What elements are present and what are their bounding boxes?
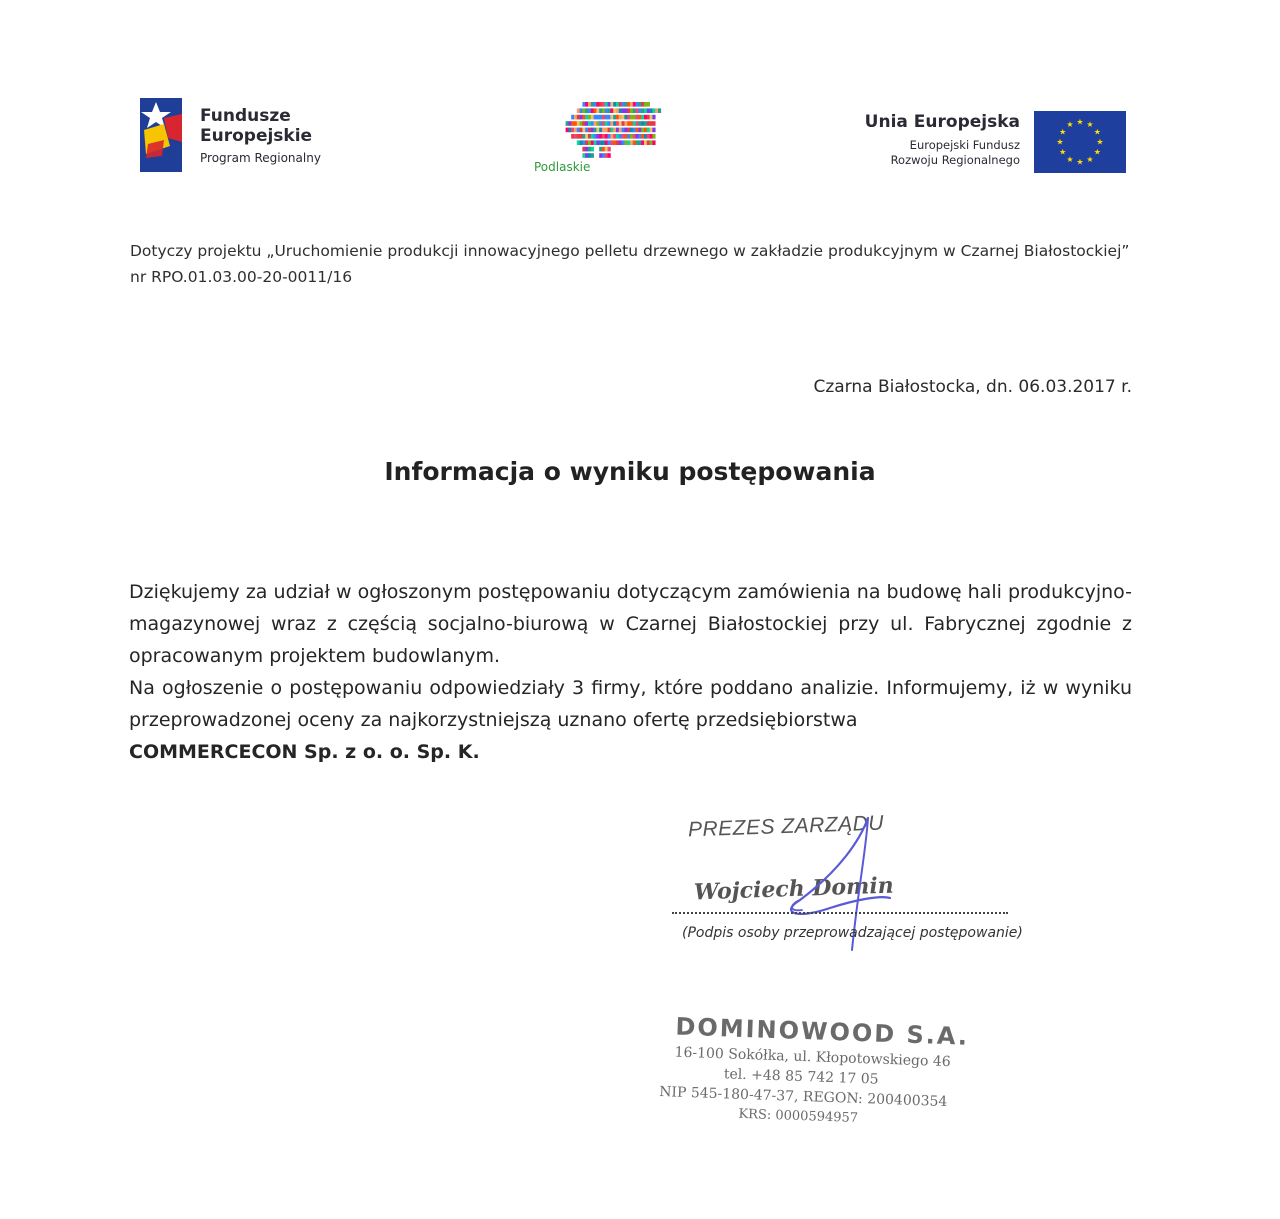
mosaic-tile [574,134,577,139]
mosaic-tile [638,140,641,145]
mosaic-tile [619,134,622,139]
mosaic-tile [622,134,625,139]
mosaic-tile [641,128,644,133]
mosaic-tile [610,140,613,145]
mosaic-tile [616,128,619,133]
mosaic-tile [652,134,655,139]
mosaic-tile [568,121,571,126]
mosaic-tile [605,102,608,107]
mosaic-tile [577,115,580,120]
mosaic-tile [616,134,619,139]
mosaic-tile [622,115,625,120]
signature-dotted-line [672,912,1008,914]
mosaic-tile [580,115,583,120]
mosaic-tile [647,134,650,139]
mosaic-tile [636,121,639,126]
mosaic-tile [636,102,639,107]
mosaic-tile [602,147,605,152]
mosaic-tile [622,121,625,126]
mosaic-tile [608,108,611,113]
mosaic-tile [636,115,639,120]
mosaic-tile [580,121,583,126]
eu-star-icon: ★ [1096,137,1104,147]
fundusze-line2: Europejskie [200,126,313,146]
eu-star-icon: ★ [1066,154,1074,164]
mosaic-tile [652,108,655,113]
mosaic-tile [627,134,630,139]
mosaic-tile [582,102,585,107]
mosaic-tile [613,140,616,145]
mosaic-tile [622,108,625,113]
mosaic-tile [602,128,605,133]
mosaic-tile [616,102,619,107]
podlaskie-label: Podlaskie [534,160,591,174]
mosaic-tile [624,102,627,107]
mosaic-tile [596,134,599,139]
mosaic-tile [652,115,655,120]
mosaic-tile [633,134,636,139]
mosaic-tile [594,121,597,126]
mosaic-tile [588,115,591,120]
mosaic-tile [594,140,597,145]
ue-subtitle-1: Europejski Fundusz [909,138,1020,152]
body-paragraph-2-text: Na ogłoszenie o postępowaniu odpowiedziały 3 firmy, które poddano analizie. Informujemy, iż w wyniku przeprowadzonej oceny za najkorzystniejszą uznano ofertę przedsiębiorstwa [129,677,1132,731]
mosaic-tile [613,115,616,120]
mosaic-tile [585,134,588,139]
mosaic-tile [652,121,655,126]
mosaic-tile [605,153,608,158]
mosaic-tile [582,153,585,158]
mosaic-tile [582,140,585,145]
fundusze-europejskie-logo [138,96,368,176]
mosaic-tile [577,140,580,145]
mosaic-tile [605,108,608,113]
eu-star-icon: ★ [1066,120,1074,130]
mosaic-tile [588,140,591,145]
mosaic-tile [610,115,613,120]
mosaic-tile [641,108,644,113]
mosaic-tile [610,108,613,113]
mosaic-tile [650,108,653,113]
company-stamp-ids: NIP 545-180-47-37, REGON: 200400354 [658,1084,948,1111]
mosaic-tile [585,121,588,126]
mosaic-tile [638,128,641,133]
mosaic-tile [591,108,594,113]
mosaic-tile [594,134,597,139]
mosaic-tile [602,108,605,113]
unia-europejska-logo [840,106,1140,176]
mosaic-tile [588,128,591,133]
mosaic-tile [608,153,611,158]
document-body [129,576,1132,768]
eu-star-icon: ★ [1076,117,1084,127]
mosaic-tile [585,102,588,107]
mosaic-tile [622,140,625,145]
mosaic-tile [582,134,585,139]
mosaic-tile [605,147,608,152]
mosaic-tile [585,108,588,113]
mosaic-tile [624,115,627,120]
mosaic-tile [624,134,627,139]
mosaic-tile [616,108,619,113]
mosaic-tile [655,108,658,113]
mosaic-tile [608,128,611,133]
mosaic-tile [577,121,580,126]
mosaic-tile [633,102,636,107]
mosaic-tile [596,102,599,107]
eu-star-icon: ★ [1076,157,1084,167]
fundusze-line1: Fundusze [200,106,291,126]
project-reference: Dotyczy projektu „Uruchomienie produkcji innowacyjnego pelletu drzewnego w zakładzie produkcyjnym w Czarnej Białostockiej” nr RPO.01.03.00-20-0011/16 [130,242,1130,286]
mosaic-tile [588,108,591,113]
mosaic-tile [608,140,611,145]
mosaic-tile [636,134,639,139]
mosaic-tile [613,128,616,133]
mosaic-tile [624,128,627,133]
mosaic-tile [619,128,622,133]
mosaic-tile [613,134,616,139]
mosaic-tile [599,134,602,139]
mosaic-tile [599,153,602,158]
mosaic-tile [638,134,641,139]
mosaic-tile [599,147,602,152]
signature-caption: (Podpis osoby przeprowadzającej postępowanie) [682,925,1023,941]
mosaic-tile [582,108,585,113]
mosaic-tile [608,115,611,120]
eu-star-icon: ★ [1059,147,1067,157]
mosaic-tile [574,121,577,126]
mosaic-tile [594,102,597,107]
mosaic-tile [588,134,591,139]
mosaic-tile [619,115,622,120]
mosaic-tile [630,115,633,120]
mosaic-tile [588,102,591,107]
mosaic-tile [650,115,653,120]
stamp-title: PREZES ZARZĄDU [687,811,885,842]
mosaic-tile [650,134,653,139]
document-title: Informacja o wyniku postępowania [384,457,876,486]
mosaic-tile [602,140,605,145]
eu-star-icon: ★ [1093,147,1101,157]
winning-company: COMMERCECON Sp. z o. o. Sp. K. [129,741,480,763]
mosaic-tile [596,108,599,113]
fundusze-emblem-icon [138,96,184,174]
mosaic-tile [591,102,594,107]
mosaic-tile [605,121,608,126]
mosaic-tile [602,134,605,139]
mosaic-tile [613,102,616,107]
fundusze-line3: Program Regionalny [200,151,321,165]
mosaic-tile [580,140,583,145]
mosaic-tile [616,121,619,126]
mosaic-tile [633,108,636,113]
podlaskie-logo [530,98,680,178]
mosaic-tile [644,134,647,139]
mosaic-tile [602,102,605,107]
mosaic-tile [652,128,655,133]
mosaic-tile [608,121,611,126]
mosaic-tile [647,128,650,133]
mosaic-tile [591,115,594,120]
mosaic-tile [585,128,588,133]
mosaic-tile [580,108,583,113]
mosaic-tile [599,140,602,145]
eu-star-icon: ★ [1086,120,1094,130]
mosaic-tile [566,128,569,133]
mosaic-tile [622,102,625,107]
mosaic-tile [619,121,622,126]
mosaic-tile [644,115,647,120]
mosaic-tile [647,140,650,145]
mosaic-tile [630,128,633,133]
mosaic-tile [638,115,641,120]
mosaic-tile [616,115,619,120]
mosaic-tile [574,128,577,133]
stamp-name: Wojciech Domin [693,872,895,906]
company-stamp-name: DOMINOWOOD S.A. [675,1012,970,1051]
mosaic-tile [599,128,602,133]
mosaic-tile [630,134,633,139]
mosaic-tile [619,140,622,145]
ue-subtitle-2: Rozwoju Regionalnego [890,153,1020,167]
mosaic-tile [610,134,613,139]
mosaic-tile [585,153,588,158]
mosaic-tile [588,147,591,152]
mosaic-tile [571,128,574,133]
mosaic-tile [619,108,622,113]
mosaic-tile [619,102,622,107]
company-stamp-address: 16-100 Sokółka, ul. Kłopotowskiego 46 [674,1044,951,1071]
mosaic-tile [568,128,571,133]
mosaic-tile [585,140,588,145]
mosaic-tile [591,153,594,158]
mosaic-tile [647,102,650,107]
mosaic-tile [596,128,599,133]
mosaic-tile [608,134,611,139]
mosaic-tile [571,115,574,120]
mosaic-tile [627,115,630,120]
body-paragraph-1: Dziękujemy za udział w ogłoszonym postępowaniu dotyczącym zamówienia na budowę hali produkcyjno-magazynowej wraz z częścią socjalno-biurową w Czarnej Białostockiej przy ul. Fabrycznej zgodnie z opracowanym projektem budowlanym. [129,581,1132,667]
mosaic-tile [638,108,641,113]
mosaic-tile [633,140,636,145]
place-date: Czarna Białostocka, dn. 06.03.2017 r. [813,377,1132,397]
mosaic-tile [636,128,639,133]
mosaic-tile [613,121,616,126]
company-stamp-phone: tel. +48 85 742 17 05 [723,1066,879,1088]
mosaic-tile [596,140,599,145]
mosaic-tile [594,115,597,120]
mosaic-tile [650,128,653,133]
mosaic-tile [636,108,639,113]
mosaic-tile [624,140,627,145]
mosaic-tile [641,121,644,126]
mosaic-tile [585,147,588,152]
mosaic-tile [633,128,636,133]
mosaic-tile [577,108,580,113]
mosaic-tile [627,108,630,113]
mosaic-tile [610,128,613,133]
mosaic-tile [566,121,569,126]
mosaic-tile [616,140,619,145]
body-paragraph-2 [129,672,1132,768]
mosaic-tile [577,128,580,133]
eu-star-icon: ★ [1056,137,1064,147]
mosaic-tile [608,147,611,152]
mosaic-tile [591,140,594,145]
mosaic-tile [599,121,602,126]
mosaic-tile [624,121,627,126]
mosaic-tile [602,115,605,120]
mosaic-tile [588,153,591,158]
mosaic-tile [602,153,605,158]
mosaic-tile [588,121,591,126]
mosaic-tile [582,115,585,120]
mosaic-tile [599,108,602,113]
mosaic-tile [599,115,602,120]
mosaic-tile [580,134,583,139]
mosaic-tile [630,121,633,126]
eu-star-icon: ★ [1059,127,1067,137]
mosaic-tile [644,102,647,107]
mosaic-tile [591,128,594,133]
mosaic-tile [605,115,608,120]
mosaic-tile [627,102,630,107]
mosaic-tile [650,121,653,126]
mosaic-tile [647,121,650,126]
mosaic-tile [641,115,644,120]
mosaic-tile [644,121,647,126]
mosaic-tile [630,102,633,107]
mosaic-tile [605,140,608,145]
mosaic-tile [599,102,602,107]
mosaic-tile [644,128,647,133]
mosaic-tile [633,115,636,120]
mosaic-tile [571,134,574,139]
eu-flag-icon [1034,111,1126,173]
mosaic-tile [594,128,597,133]
company-stamp [656,1012,970,1142]
mosaic-tile [605,128,608,133]
mosaic-tile [641,102,644,107]
mosaic-tile [585,115,588,120]
mosaic-tile [591,121,594,126]
mosaic-tile [610,121,613,126]
mosaic-tile [624,108,627,113]
eu-star-icon: ★ [1093,127,1101,137]
mosaic-tile [627,121,630,126]
mosaic-tile [652,140,655,145]
mosaic-tile [644,140,647,145]
mosaic-tile [658,108,661,113]
mosaic-tile [638,121,641,126]
mosaic-tile [613,108,616,113]
mosaic-tile [591,147,594,152]
mosaic-tile [582,121,585,126]
ue-title: Unia Europejska [864,112,1020,132]
mosaic-tile [638,102,641,107]
mosaic-tile [608,102,611,107]
mosaic-tile [610,102,613,107]
mosaic-tile [602,121,605,126]
mosaic-tile [630,140,633,145]
mosaic-tile [596,121,599,126]
mosaic-tile [650,140,653,145]
company-stamp-krs: KRS: 0000594957 [738,1106,859,1126]
mosaic-tile [641,140,644,145]
eu-star-icon: ★ [1086,154,1094,164]
mosaic-tile [571,121,574,126]
mosaic-tile [622,128,625,133]
mosaic-tile [647,115,650,120]
mosaic-tile [627,140,630,145]
mosaic-tile [574,115,577,120]
mosaic-tile [596,115,599,120]
mosaic-tile [594,108,597,113]
mosaic-tile [580,128,583,133]
mosaic-tile [641,134,644,139]
mosaic-tile [630,108,633,113]
mosaic-tile [605,134,608,139]
mosaic-tile [591,134,594,139]
mosaic-tile [582,147,585,152]
mosaic-tile [647,108,650,113]
mosaic-tile [644,108,647,113]
mosaic-tile [627,128,630,133]
mosaic-tile [577,134,580,139]
mosaic-tile [582,128,585,133]
mosaic-tile [633,121,636,126]
mosaic-tile [636,140,639,145]
